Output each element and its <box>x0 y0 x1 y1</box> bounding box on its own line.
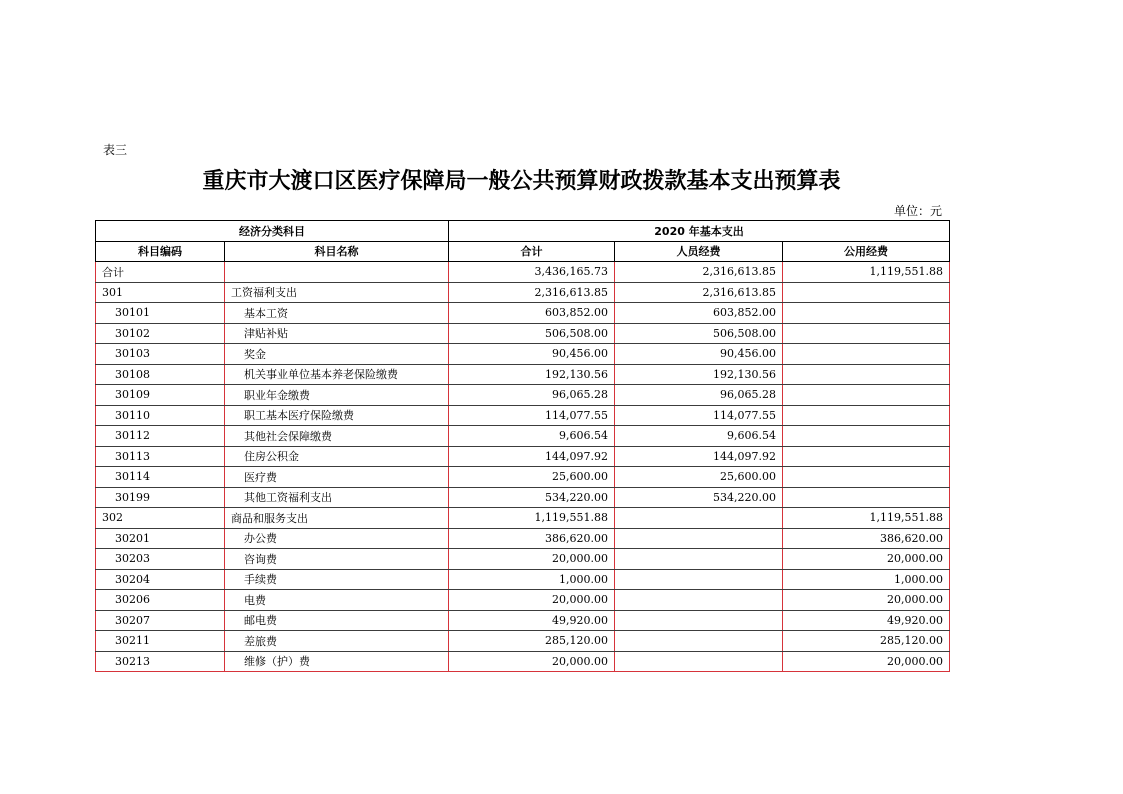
cell-name: 差旅费 <box>225 631 449 652</box>
cell-total: 192,130.56 <box>449 364 615 385</box>
unit-label: 单位：元 <box>893 204 942 218</box>
page-title: 重庆市大渡口区医疗保障局一般公共预算财政拨款基本支出预算表 <box>202 169 841 194</box>
table-label: 表三 <box>103 143 128 157</box>
cell-total: 25,600.00 <box>449 467 615 488</box>
cell-total: 506,508.00 <box>449 323 615 344</box>
table-row <box>96 487 950 508</box>
header-economic-classification: 经济分类科目 <box>96 221 449 242</box>
cell-code: 30103 <box>96 344 225 365</box>
cell-code: 30101 <box>96 303 225 324</box>
cell-code: 30207 <box>96 610 225 631</box>
cell-public: 386,620.00 <box>783 528 950 549</box>
cell-public <box>783 303 950 324</box>
cell-public <box>783 487 950 508</box>
cell-code: 30213 <box>96 651 225 672</box>
cell-total: 114,077.55 <box>449 405 615 426</box>
cell-total: 49,920.00 <box>449 610 615 631</box>
cell-total: 144,097.92 <box>449 446 615 467</box>
cell-code: 30204 <box>96 569 225 590</box>
cell-code: 30114 <box>96 467 225 488</box>
cell-total: 20,000.00 <box>449 549 615 570</box>
cell-code: 合计 <box>96 262 225 283</box>
table-row <box>96 344 950 365</box>
cell-name: 手续费 <box>225 569 449 590</box>
cell-public <box>783 467 950 488</box>
cell-personnel <box>615 651 783 672</box>
cell-personnel <box>615 590 783 611</box>
cell-public <box>783 426 950 447</box>
cell-total: 96,065.28 <box>449 385 615 406</box>
table-row <box>96 528 950 549</box>
cell-name: 邮电费 <box>225 610 449 631</box>
cell-public: 20,000.00 <box>783 651 950 672</box>
table-row <box>96 610 950 631</box>
cell-personnel: 603,852.00 <box>615 303 783 324</box>
cell-personnel: 192,130.56 <box>615 364 783 385</box>
table-row <box>96 282 950 303</box>
cell-name: 维修（护）费 <box>225 651 449 672</box>
cell-public <box>783 446 950 467</box>
cell-total: 20,000.00 <box>449 590 615 611</box>
cell-name: 职业年金缴费 <box>225 385 449 406</box>
cell-public <box>783 282 950 303</box>
cell-personnel <box>615 631 783 652</box>
budget-table <box>95 220 950 672</box>
cell-total: 90,456.00 <box>449 344 615 365</box>
cell-name: 工资福利支出 <box>225 282 449 303</box>
cell-public: 20,000.00 <box>783 549 950 570</box>
cell-personnel: 90,456.00 <box>615 344 783 365</box>
cell-personnel <box>615 610 783 631</box>
table-row <box>96 364 950 385</box>
table-row <box>96 405 950 426</box>
cell-public: 1,119,551.88 <box>783 262 950 283</box>
cell-public: 49,920.00 <box>783 610 950 631</box>
table-row <box>96 651 950 672</box>
cell-code: 302 <box>96 508 225 529</box>
cell-public <box>783 323 950 344</box>
cell-personnel <box>615 508 783 529</box>
cell-total: 3,436,165.73 <box>449 262 615 283</box>
cell-code: 30109 <box>96 385 225 406</box>
table-row <box>96 590 950 611</box>
cell-name: 住房公积金 <box>225 446 449 467</box>
cell-code: 30110 <box>96 405 225 426</box>
cell-personnel: 114,077.55 <box>615 405 783 426</box>
cell-personnel <box>615 549 783 570</box>
cell-code: 30201 <box>96 528 225 549</box>
cell-public: 1,119,551.88 <box>783 508 950 529</box>
cell-public <box>783 364 950 385</box>
cell-personnel: 506,508.00 <box>615 323 783 344</box>
table-row <box>96 549 950 570</box>
cell-name <box>225 262 449 283</box>
table-body <box>96 262 950 672</box>
cell-personnel: 534,220.00 <box>615 487 783 508</box>
cell-code: 30203 <box>96 549 225 570</box>
cell-total: 1,119,551.88 <box>449 508 615 529</box>
cell-name: 医疗费 <box>225 467 449 488</box>
header-column-row <box>96 241 950 262</box>
cell-code: 30211 <box>96 631 225 652</box>
header-total: 合计 <box>449 241 615 262</box>
cell-code: 30199 <box>96 487 225 508</box>
table-row <box>96 426 950 447</box>
table-row <box>96 303 950 324</box>
cell-code: 301 <box>96 282 225 303</box>
cell-code: 30108 <box>96 364 225 385</box>
header-name: 科目名称 <box>225 241 449 262</box>
cell-name: 其他社会保障缴费 <box>225 426 449 447</box>
cell-name: 电费 <box>225 590 449 611</box>
cell-personnel: 9,606.54 <box>615 426 783 447</box>
cell-public <box>783 344 950 365</box>
cell-public <box>783 385 950 406</box>
cell-public <box>783 405 950 426</box>
cell-name: 基本工资 <box>225 303 449 324</box>
cell-total: 386,620.00 <box>449 528 615 549</box>
header-public: 公用经费 <box>783 241 950 262</box>
cell-public: 285,120.00 <box>783 631 950 652</box>
cell-total: 9,606.54 <box>449 426 615 447</box>
cell-personnel: 144,097.92 <box>615 446 783 467</box>
cell-total: 20,000.00 <box>449 651 615 672</box>
table-row <box>96 262 950 283</box>
cell-name: 机关事业单位基本养老保险缴费 <box>225 364 449 385</box>
cell-total: 2,316,613.85 <box>449 282 615 303</box>
header-code: 科目编码 <box>96 241 225 262</box>
cell-code: 30113 <box>96 446 225 467</box>
table-row <box>96 446 950 467</box>
table-row <box>96 631 950 652</box>
cell-total: 1,000.00 <box>449 569 615 590</box>
cell-name: 商品和服务支出 <box>225 508 449 529</box>
cell-total: 603,852.00 <box>449 303 615 324</box>
cell-name: 津贴补贴 <box>225 323 449 344</box>
cell-public: 20,000.00 <box>783 590 950 611</box>
cell-name: 职工基本医疗保险缴费 <box>225 405 449 426</box>
table-row <box>96 508 950 529</box>
header-basic-expenditure: 2020 年基本支出 <box>449 221 950 242</box>
cell-public: 1,000.00 <box>783 569 950 590</box>
cell-name: 奖金 <box>225 344 449 365</box>
cell-total: 285,120.00 <box>449 631 615 652</box>
header-personnel: 人员经费 <box>615 241 783 262</box>
cell-personnel <box>615 569 783 590</box>
cell-personnel: 2,316,613.85 <box>615 282 783 303</box>
table-row <box>96 467 950 488</box>
header-group-row <box>96 221 950 242</box>
cell-personnel: 96,065.28 <box>615 385 783 406</box>
cell-personnel: 25,600.00 <box>615 467 783 488</box>
cell-total: 534,220.00 <box>449 487 615 508</box>
table-row <box>96 569 950 590</box>
table-row <box>96 323 950 344</box>
cell-code: 30102 <box>96 323 225 344</box>
cell-name: 咨询费 <box>225 549 449 570</box>
table-row <box>96 385 950 406</box>
cell-personnel <box>615 528 783 549</box>
cell-name: 其他工资福利支出 <box>225 487 449 508</box>
cell-code: 30206 <box>96 590 225 611</box>
cell-personnel: 2,316,613.85 <box>615 262 783 283</box>
cell-name: 办公费 <box>225 528 449 549</box>
cell-code: 30112 <box>96 426 225 447</box>
